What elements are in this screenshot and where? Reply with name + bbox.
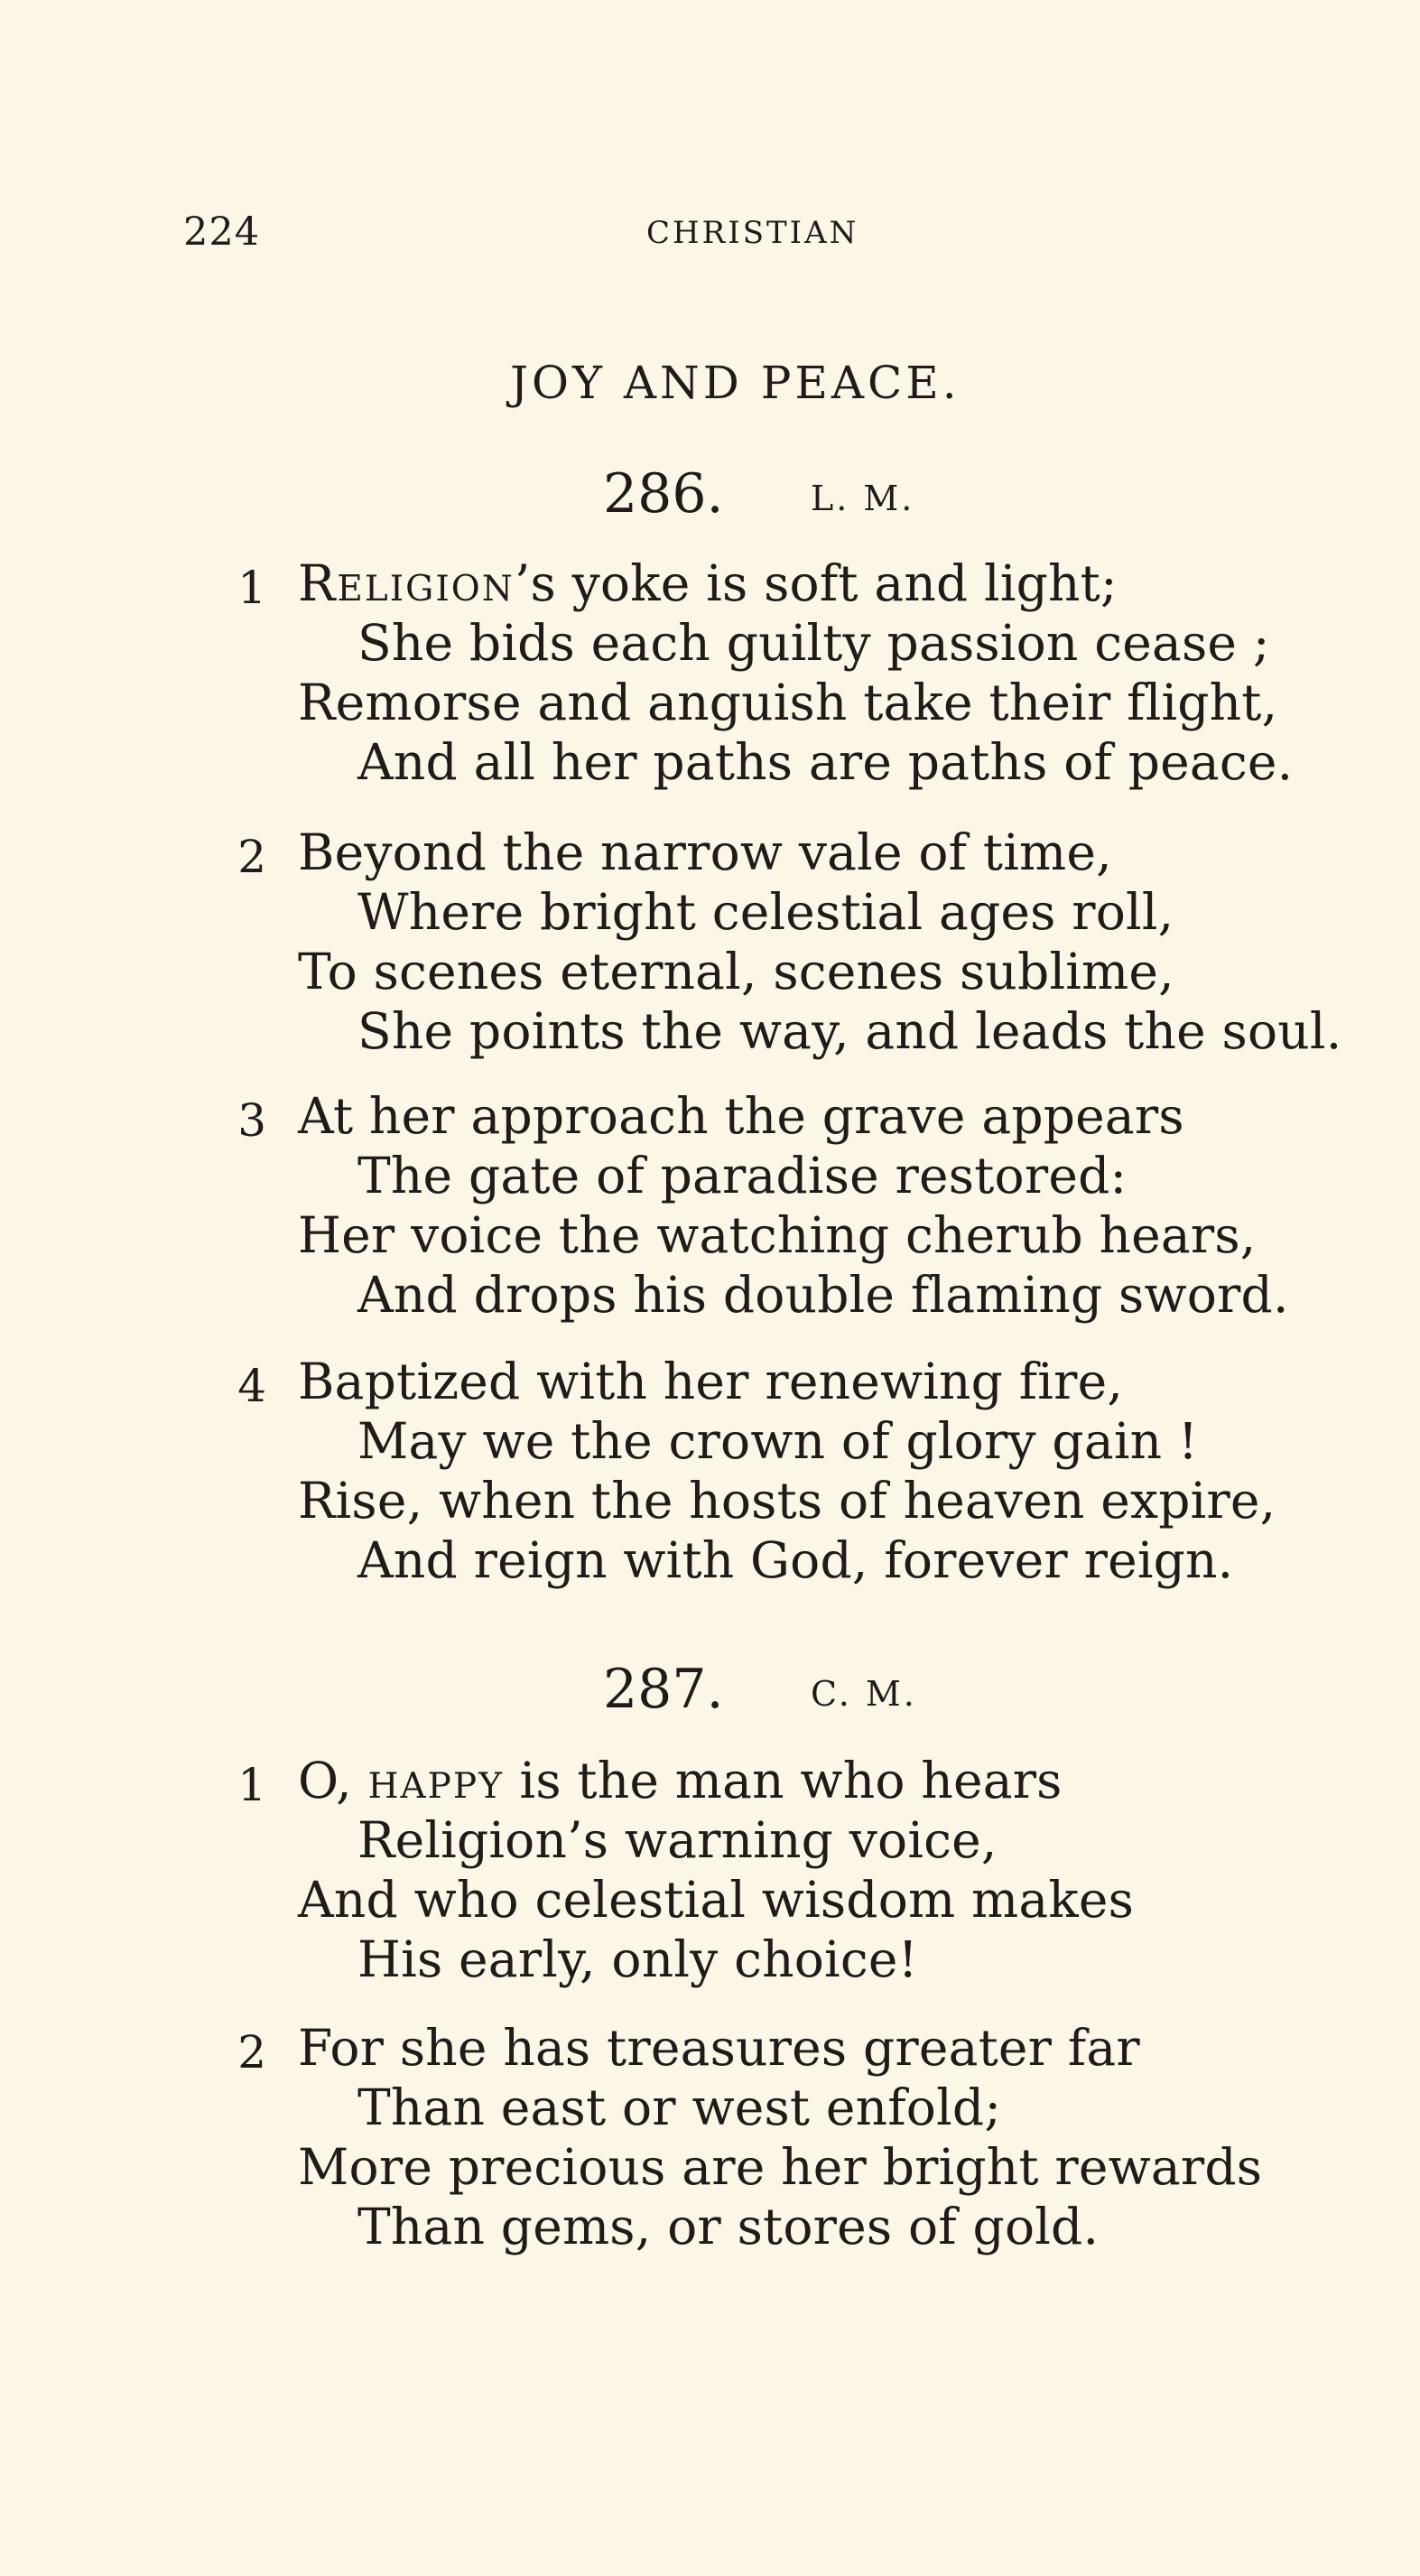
verse-line: And who celestial wisdom makes: [298, 1871, 1135, 1929]
verse-line: Baptized with her renewing fire,: [298, 1353, 1124, 1410]
verse-number: 3: [237, 1094, 266, 1147]
page-number: 224: [183, 209, 261, 255]
verse-line: Than east or west enfold;: [357, 2078, 1002, 2136]
verse-line: And reign with God, forever reign.: [357, 1531, 1234, 1589]
verse-number: 1: [237, 1759, 266, 1811]
verse-number: 4: [237, 1360, 266, 1412]
hymn-number: 286.: [603, 462, 724, 525]
verse-line: For she has treasures greater far: [298, 2019, 1140, 2077]
verse-line: Where bright celestial ages roll,: [357, 883, 1174, 941]
hymn-meter: L. M.: [811, 479, 915, 518]
hymn-meter: C. M.: [811, 1674, 917, 1714]
verse-line: Religion’s warning voice,: [357, 1811, 998, 1869]
section-title: JOY AND PEACE.: [510, 357, 961, 409]
lead-word: happy: [367, 1752, 504, 1809]
verse-number: 2: [237, 2026, 266, 2078]
verse-line: And all her paths are paths of peace.: [357, 733, 1294, 791]
verse-line: Her voice the watching cherub hears,: [298, 1206, 1257, 1264]
verse-number: 1: [237, 562, 266, 614]
verse-line: At her approach the grave appears: [298, 1087, 1184, 1145]
verse-number: 2: [237, 831, 266, 883]
running-head: CHRISTIAN: [646, 215, 859, 251]
hymn-number: 287.: [603, 1658, 724, 1721]
verse-line: The gate of paradise restored:: [357, 1147, 1128, 1204]
verse-line: And drops his double flaming sword.: [357, 1266, 1289, 1324]
verse-line: Rise, when the hosts of heaven expire,: [298, 1472, 1276, 1530]
lead-prefix: O,: [298, 1752, 368, 1809]
line-text: ’s yoke is soft and light;: [514, 554, 1118, 612]
verse-line: [298, 554, 1118, 612]
lead-word: Religion: [298, 554, 515, 612]
verse-line: Than gems, or stores of gold.: [357, 2198, 1100, 2255]
verse-line: She points the way, and leads the soul.: [357, 1002, 1342, 1060]
verse-line: She bids each guilty passion cease ;: [357, 614, 1270, 672]
verse-line: To scenes eternal, scenes sublime,: [298, 943, 1174, 1000]
verse-line: More precious are her bright rewards: [298, 2138, 1263, 2196]
verse-line: May we the crown of glory gain !: [357, 1412, 1199, 1470]
line-text: is the man who hears: [503, 1752, 1063, 1809]
verse-line: [298, 1752, 1063, 1809]
verse-line: Remorse and anguish take their flight,: [298, 674, 1278, 731]
verse-line: His early, only choice!: [357, 1930, 918, 1988]
verse-line: Beyond the narrow vale of time,: [298, 823, 1112, 881]
